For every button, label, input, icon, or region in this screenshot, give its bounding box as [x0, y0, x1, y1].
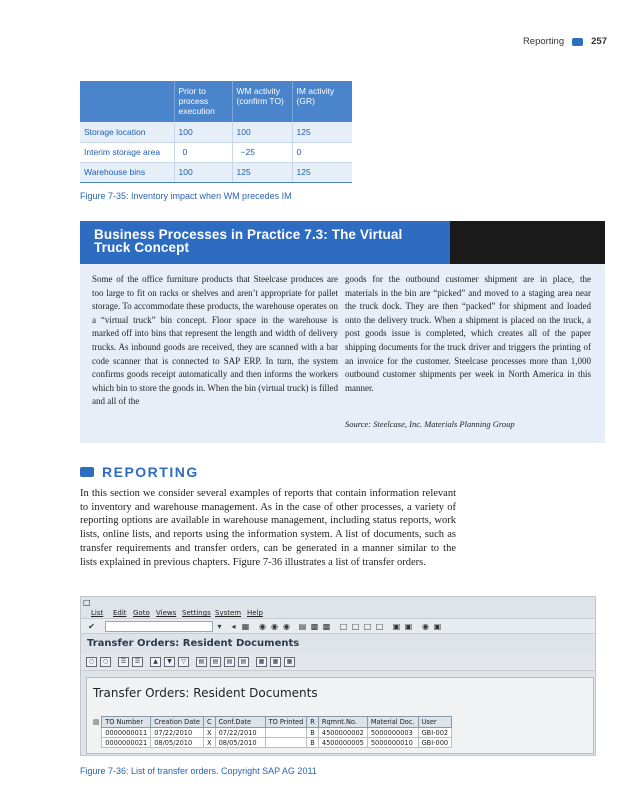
cancel-icon[interactable]: ◉ [283, 622, 290, 631]
sap-menubar [81, 597, 595, 619]
inventory-col-header: IM activity (GR) [292, 81, 352, 122]
save-icon[interactable]: ▦ [241, 622, 250, 631]
display-icon[interactable]: ○ [86, 657, 97, 667]
select-all-icon[interactable]: ☰ [118, 657, 129, 667]
running-header [523, 36, 607, 47]
table-cell[interactable]: X [203, 728, 215, 738]
panel-title: Transfer Orders: Resident Documents [93, 686, 318, 700]
table-cell[interactable]: GBI-000 [418, 738, 452, 748]
table-cell[interactable]: 08/05/2010 [215, 738, 265, 748]
sap-standard-toolbar [81, 618, 595, 634]
select-column-icon[interactable]: ▤ [93, 718, 100, 726]
inventory-col-header [80, 81, 174, 122]
table-cell: 125 [292, 122, 352, 142]
sort-descending-icon[interactable]: ▼ [164, 657, 175, 667]
filter-icon[interactable]: ▽ [178, 657, 189, 667]
sidebar-source: Source: Steelcase, Inc. Materials Planning Group [345, 419, 515, 429]
new-session-icon[interactable]: ▣ [392, 622, 401, 631]
sidebar-column-left: Some of the office furniture products that Steelcase produces are too large to fit on racks or shelves and aren’t appropriate for pallet storage. To accommodate these products, the warehouse operates on a “virtual truck” bin concept. Floor space in the warehouse is marked off into bins that represent the length and width of delivery trucks. As inbound goods are received, they are scanned with a bar code scanner that is connected to SAP ERP. In turn, the system confirms goods receipt automatically and then informs the workers which bin to store the goods in. When the bin (virtual truck) is filled and all of the [92, 274, 338, 407]
column-header[interactable]: C [203, 717, 215, 728]
table-row[interactable] [91, 738, 452, 748]
window-menu-icon[interactable]: □ [83, 598, 91, 607]
table-cell: 100 [174, 162, 232, 182]
command-history-icon[interactable]: ▾ [217, 622, 222, 631]
table-cell[interactable]: B [307, 728, 319, 738]
sort-ascending-icon[interactable]: ▲ [150, 657, 161, 667]
help-icon[interactable]: ◉ [422, 622, 429, 631]
column-header[interactable]: TO Number [102, 717, 151, 728]
arrow-left-icon[interactable]: ◂ [231, 622, 236, 631]
table-row [80, 122, 352, 142]
menu-item-list[interactable]: List [91, 609, 104, 617]
transfer-orders-table [91, 716, 452, 748]
deselect-all-icon[interactable]: ☰ [132, 657, 143, 667]
column-header[interactable]: Conf.Date [215, 717, 265, 728]
body-paragraph: In this section we consider several examples of reports that contain information relevant to inventory and warehouse management. As in the case of other processes, a variety of reporting options are available in warehouse management, including status reports, work lists, online lists, and reports using the information system. A list of documents, such as transfer requirements and transfer orders, can be generated in a manner similar to the lists explained in previous chapters. Figure 7-36 illustrates a list of transfer orders. [80, 488, 456, 568]
change-layout-icon[interactable]: ▦ [256, 657, 267, 667]
table-cell[interactable] [265, 738, 307, 748]
details-icon[interactable]: ○ [100, 657, 111, 667]
table-cell[interactable]: 4500000002 [318, 728, 367, 738]
table-cell: Storage location [80, 122, 174, 142]
table-cell[interactable]: 07/22/2010 [215, 728, 265, 738]
menu-item-settings[interactable]: Settings [182, 609, 211, 617]
menu-item-system[interactable]: System [215, 609, 242, 617]
table-cell: Warehouse bins [80, 162, 174, 182]
sidebar-title [80, 221, 450, 264]
figure-caption: Figure 7-35: Inventory impact when WM precedes IM [80, 191, 292, 201]
header-marker-icon [572, 38, 583, 46]
select-layout-icon[interactable]: ▦ [270, 657, 281, 667]
table-row [80, 142, 352, 162]
table-cell: 125 [292, 162, 352, 182]
header-section: Reporting [522, 36, 565, 47]
menu-item-views[interactable]: Views [156, 609, 177, 617]
find-icon[interactable]: ▩ [310, 622, 319, 631]
exit-icon[interactable]: ◉ [271, 622, 278, 631]
command-field[interactable] [105, 621, 213, 632]
first-page-icon[interactable]: □ [339, 622, 348, 631]
shortcut-icon[interactable]: ▣ [404, 622, 413, 631]
column-header[interactable]: TO Printed [265, 717, 307, 728]
column-header[interactable]: Creation Date [151, 717, 204, 728]
sap-title-bar: Transfer Orders: Resident Documents [81, 635, 595, 652]
sap-application-toolbar [81, 653, 595, 671]
column-header[interactable]: Material Doc. [367, 717, 418, 728]
page-number: 257 [591, 36, 607, 47]
table-cell: 100 [232, 122, 292, 142]
table-cell: 0 [174, 142, 232, 162]
find-next-icon[interactable]: ▩ [322, 622, 331, 631]
menu-item-help[interactable]: Help [247, 609, 263, 617]
table-cell[interactable]: B [307, 738, 319, 748]
sidebar-title-line: Business Processes in Practice 7.3: The Virtual [94, 227, 403, 242]
table-header-row [91, 717, 452, 728]
sidebar-column-right: goods for the outbound customer shipment are in place, the materials in the bin are “picked” and moved to a staging area near the truck dock. They are then “packed” for shipment and loaded onto the delivery truck. When a shipment is placed on the truck, a post goods issue is completed, which creates all of the paper shipping documents for the truck driver and triggers the printing of an invoice for the customer. Steelcase processes more than 1,000 outbound customer shipments per week in North America in this manner. [345, 274, 591, 393]
table-cell: 100 [174, 122, 232, 142]
table-cell[interactable]: 0000000011 [102, 728, 151, 738]
table-cell[interactable]: 4500000005 [318, 738, 367, 748]
menu-item-edit[interactable]: Edit [113, 609, 127, 617]
table-cell[interactable]: 5000000003 [367, 728, 418, 738]
column-header[interactable]: Rqmnt.No. [318, 717, 367, 728]
table-cell[interactable]: 0000000021 [102, 738, 151, 748]
table-cell[interactable]: 08/05/2010 [151, 738, 204, 748]
inventory-col-header: Prior to process execution [174, 81, 232, 122]
table-cell[interactable]: 07/22/2010 [151, 728, 204, 738]
section-heading-text: REPORTING [102, 464, 199, 480]
figure-caption: Figure 7-36: List of transfer orders. Copyright SAP AG 2011 [80, 766, 317, 776]
previous-page-icon[interactable]: □ [351, 622, 360, 631]
table-row[interactable] [91, 728, 452, 738]
column-header[interactable]: User [418, 717, 452, 728]
layout-menu-icon[interactable]: ▣ [433, 622, 442, 631]
inventory-col-header: WM activity (confirm TO) [232, 81, 292, 122]
last-page-icon[interactable]: □ [375, 622, 384, 631]
abc-analysis-icon[interactable]: ▤ [238, 657, 249, 667]
table-cell: −25 [232, 142, 292, 162]
heading-marker-icon [80, 467, 94, 477]
table-cell[interactable]: X [203, 738, 215, 748]
next-page-icon[interactable]: □ [363, 622, 372, 631]
table-cell[interactable]: GBI-002 [418, 728, 452, 738]
table-cell[interactable]: 5000000010 [367, 738, 418, 748]
save-layout-icon[interactable]: ▦ [284, 657, 295, 667]
sidebar-title-line: Truck Concept [94, 240, 190, 255]
section-heading [80, 464, 199, 480]
back-icon[interactable]: ◉ [259, 622, 266, 631]
sap-list-panel [86, 677, 594, 754]
print-preview-icon[interactable]: ▤ [196, 657, 207, 667]
sap-screenshot [80, 596, 596, 756]
table-cell: Interim storage area [80, 142, 174, 162]
table-cell: 125 [232, 162, 292, 182]
table-row [80, 162, 352, 182]
column-header[interactable]: R [307, 717, 319, 728]
table-cell[interactable] [265, 728, 307, 738]
print-icon[interactable]: ▤ [298, 622, 307, 631]
export-icon[interactable]: ▤ [210, 657, 221, 667]
inventory-table [80, 81, 352, 183]
menu-item-goto[interactable]: Goto [133, 609, 150, 617]
send-icon[interactable]: ▤ [224, 657, 235, 667]
table-cell: 0 [292, 142, 352, 162]
enter-check-icon[interactable]: ✔ [88, 622, 95, 631]
